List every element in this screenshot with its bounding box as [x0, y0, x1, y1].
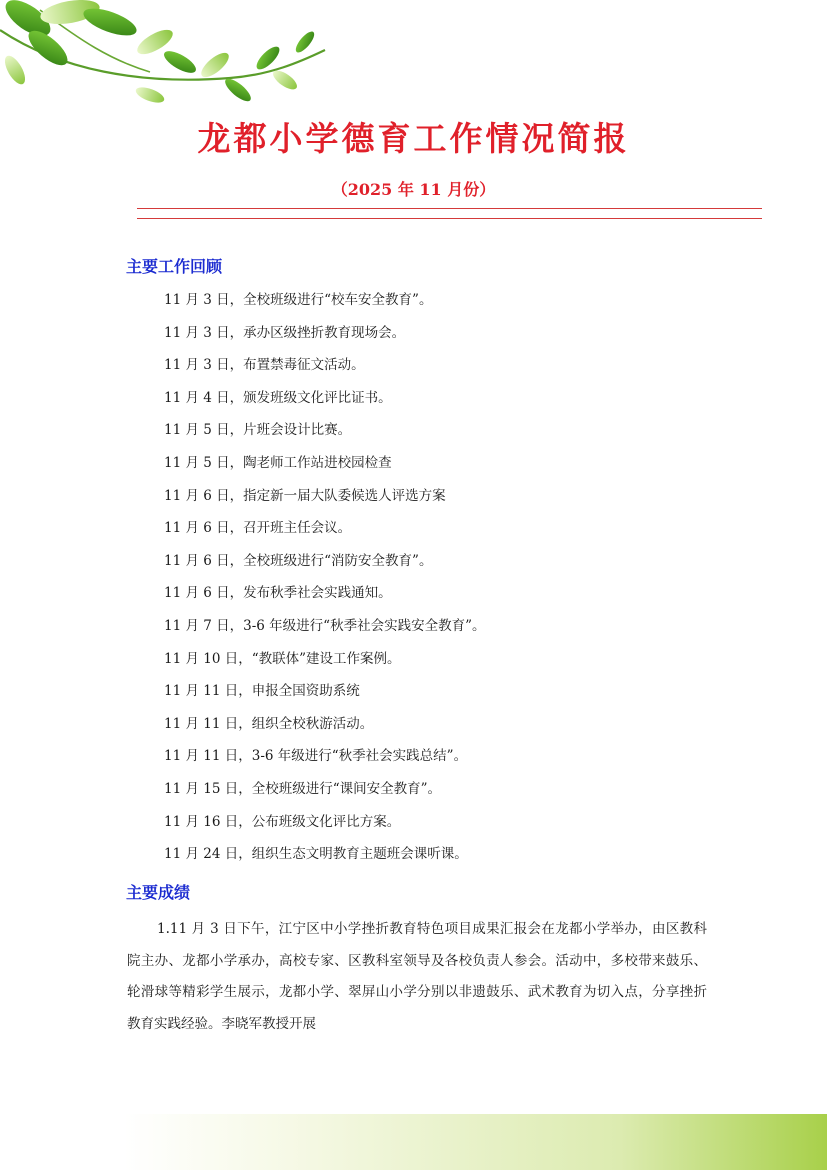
- list-item: 11 月 11 日，组织全校秋游活动。: [164, 715, 374, 732]
- leaf-branch-decoration: [0, 0, 340, 120]
- page-subtitle: （2025 年 11 月份）: [331, 180, 496, 199]
- list-item: 11 月 5 日，片班会设计比赛。: [164, 422, 352, 439]
- list-item: 11 月 7 日，3-6 年级进行“秋季社会实践安全教育”。: [164, 617, 486, 634]
- list-item: 11 月 3 日，全校班级进行“校车安全教育”。: [164, 292, 433, 308]
- list-item: 11 月 11 日，3-6 年级进行“秋季社会实践总结”。: [164, 748, 468, 765]
- section-heading-review: 主要工作回顾: [126, 257, 223, 276]
- list-item: 11 月 6 日，指定新一届大队委候选人评选方案: [164, 487, 446, 504]
- list-item: 11 月 11 日，申报全国资助系统: [164, 683, 360, 700]
- list-item: 11 月 6 日，召开班主任会议。: [164, 520, 352, 537]
- title-divider-top: [137, 208, 762, 209]
- list-item: 11 月 15 日，全校班级进行“课间安全教育”。: [164, 780, 442, 797]
- title-divider-bottom: [137, 218, 762, 219]
- list-item: 11 月 16 日，公布班级文化评比方案。: [164, 813, 401, 830]
- list-item: 11 月 24 日，组织生态文明教育主题班会课听课。: [164, 846, 468, 863]
- list-item: 11 月 10 日，“教联体”建设工作案例。: [164, 650, 401, 667]
- list-item: 11 月 3 日，布置禁毒征文活动。: [164, 357, 365, 374]
- list-item: 11 月 6 日，发布秋季社会实践通知。: [164, 585, 392, 602]
- page-title: 龙都小学德育工作情况简报: [197, 119, 630, 158]
- list-item: 11 月 4 日，颁发班级文化评比证书。: [164, 389, 392, 406]
- work-review-list: [164, 290, 485, 877]
- list-item: 11 月 6 日，全校班级进行“消防安全教育”。: [164, 552, 433, 569]
- list-item: 11 月 5 日，陶老师工作站进校园检查: [164, 454, 392, 471]
- results-paragraph: 1.11 月 3 日下午，江宁区中小学挫折教育特色项目成果汇报会在龙都小学举办，由区教科院主办、龙都小学承办，高校专家、区教科室领导及各校负责人参会。活动中，多校带来鼓乐、轮滑球等精彩学生展示，龙都小学、翠屏山小学分别以非遗鼓乐、武术教育为切入点，分享挫折教育实践经验。李晓军教授开展: [127, 921, 707, 1032]
- list-item: 11 月 3 日，承办区级挫折教育现场会。: [164, 324, 406, 341]
- section-heading-results: 主要成绩: [126, 883, 191, 902]
- bottom-gradient-band: [0, 1114, 827, 1170]
